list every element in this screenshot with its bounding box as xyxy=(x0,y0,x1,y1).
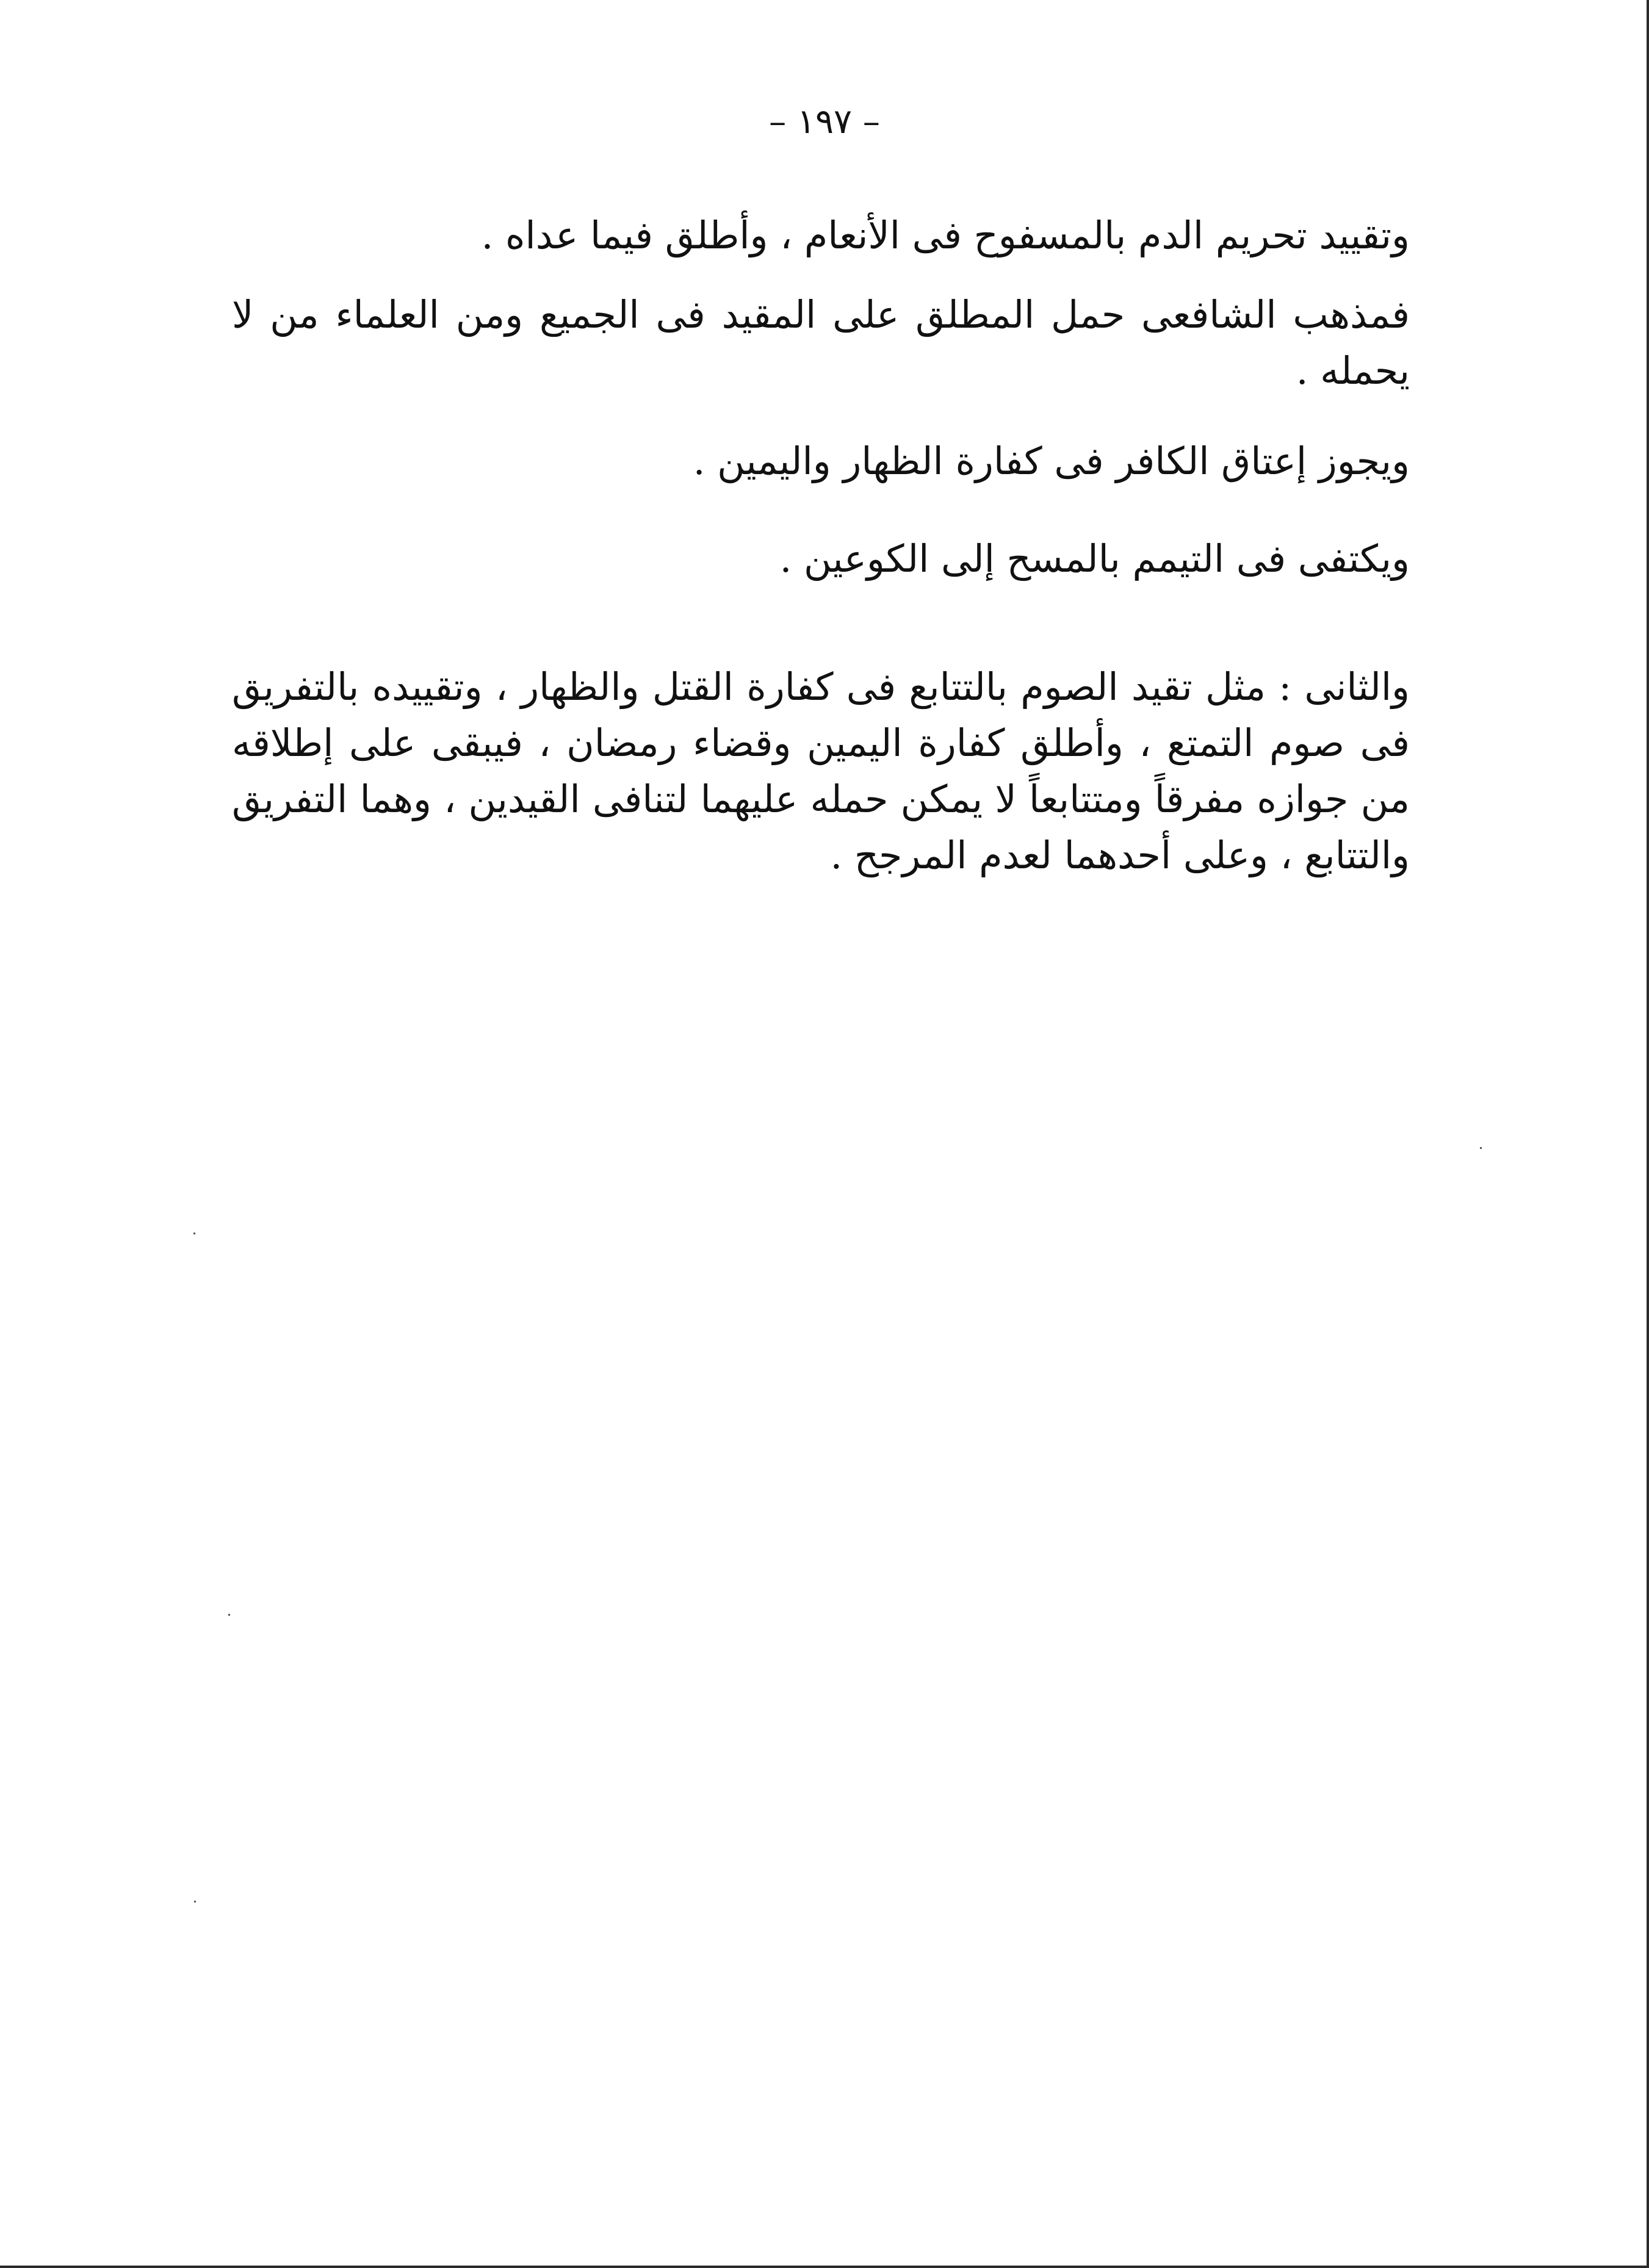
scan-speck xyxy=(1480,1147,1482,1149)
page-edge-bottom xyxy=(0,2266,1649,2268)
scan-speck xyxy=(193,1233,195,1234)
paragraph-freeing-unbeliever: ويجوز إعتاق الكافر فى كفارة الظهار واليمين . xyxy=(693,439,1410,483)
paragraph-shafii-school: فمذهب الشافعى حمل المطلق على المقيد فى الجميع ومن العلماء من لا يحمله . xyxy=(232,292,1410,393)
paragraph-restriction-of-blood: وتقييد تحريم الدم بالمسفوح فى الأنعام ، وأطلق فيما عداه . xyxy=(481,213,1410,257)
page-edge-right xyxy=(1647,0,1649,2268)
paragraph-second-case: والثانى : مثل تقيد الصوم بالتتابع فى كفارة القتل والظهار ، وتقييده بالتفريق فى صوم التمتع ، وأطلق كفارة اليمين وقضاء رمضان ، فيبقى على إطلاقه من جوازه مفرقاً ومتتابعاً لا يمكن حمله عليهما لتنافى القيدين ، وهما التفريق والتتابع ، وعلى أحدهما لعدم المرجح . xyxy=(232,664,1410,877)
scan-speck xyxy=(194,1901,196,1903)
page-number: – ١٩٧ – xyxy=(769,102,880,142)
scan-speck xyxy=(228,1614,230,1616)
paragraph-tayammum: ويكتفى فى التيمم بالمسح إلى الكوعين . xyxy=(779,536,1410,581)
